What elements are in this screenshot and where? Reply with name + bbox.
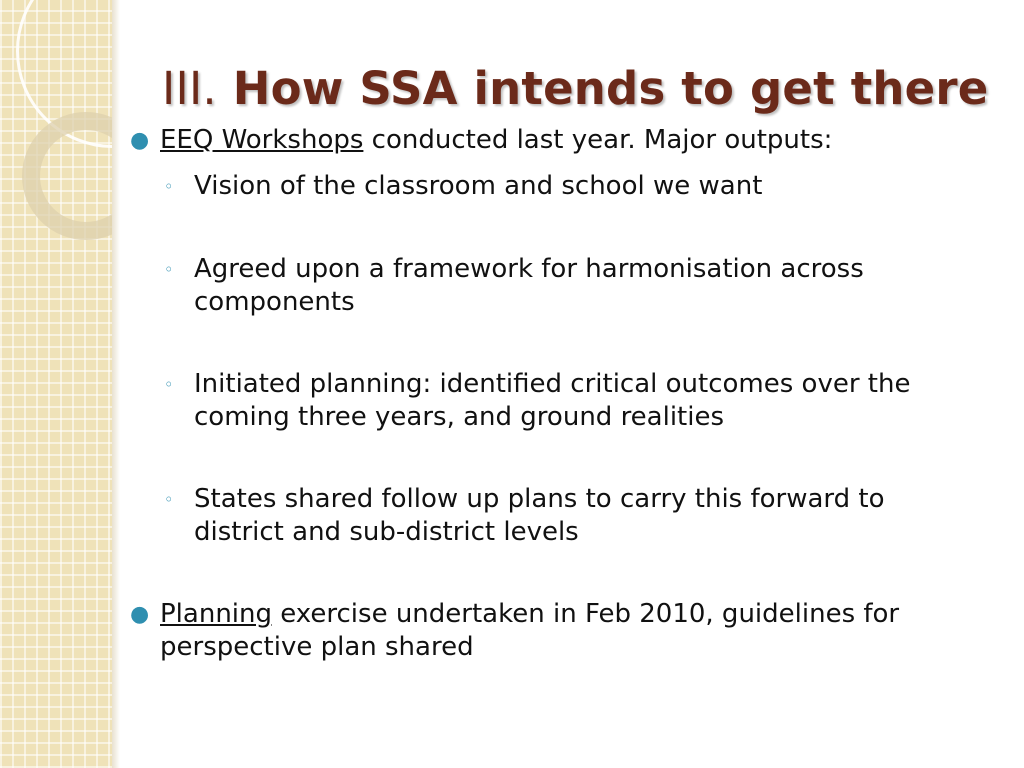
title-numeral: III.	[162, 62, 217, 115]
sub-bullet-text: Initiated planning: identified critical outcomes over the coming three years, and ground realities	[194, 369, 911, 432]
sub-bullet-text: Vision of the classroom and school we want	[194, 171, 763, 201]
sub-bullet-icon: ◦	[164, 375, 174, 394]
bullet-rest: exercise undertaken in Feb 2010, guidelines for perspective plan shared	[160, 599, 900, 662]
sidebar-shadow	[112, 0, 120, 768]
bullet-underlined-term: EEQ Workshops	[160, 125, 364, 155]
bullet-item	[130, 124, 960, 157]
sub-bullet-item	[164, 170, 954, 203]
decorative-sidebar	[0, 0, 112, 768]
slide-title	[162, 54, 988, 124]
bullet-rest: conducted last year. Major outputs:	[363, 125, 833, 155]
sub-bullet-icon: ◦	[164, 260, 174, 279]
decorative-ring	[22, 112, 112, 240]
bullet-icon: ●	[130, 602, 150, 627]
bullet-item	[130, 598, 960, 664]
sub-bullet-item	[164, 368, 954, 434]
sub-bullet-text: States shared follow up plans to carry this forward to district and sub-district levels	[194, 484, 885, 547]
sub-bullet-item	[164, 253, 954, 319]
sub-bullet-icon: ◦	[164, 177, 174, 196]
title-text: How SSA intends to get there	[232, 62, 989, 115]
bullet-text	[160, 124, 960, 157]
sub-bullet-icon: ◦	[164, 490, 174, 509]
sub-bullet-item	[164, 483, 954, 549]
bullet-underlined-term: Planning	[160, 599, 272, 629]
bullet-icon: ●	[130, 128, 150, 153]
bullet-text	[160, 598, 960, 664]
sub-bullet-text: Agreed upon a framework for harmonisation across components	[194, 254, 864, 317]
